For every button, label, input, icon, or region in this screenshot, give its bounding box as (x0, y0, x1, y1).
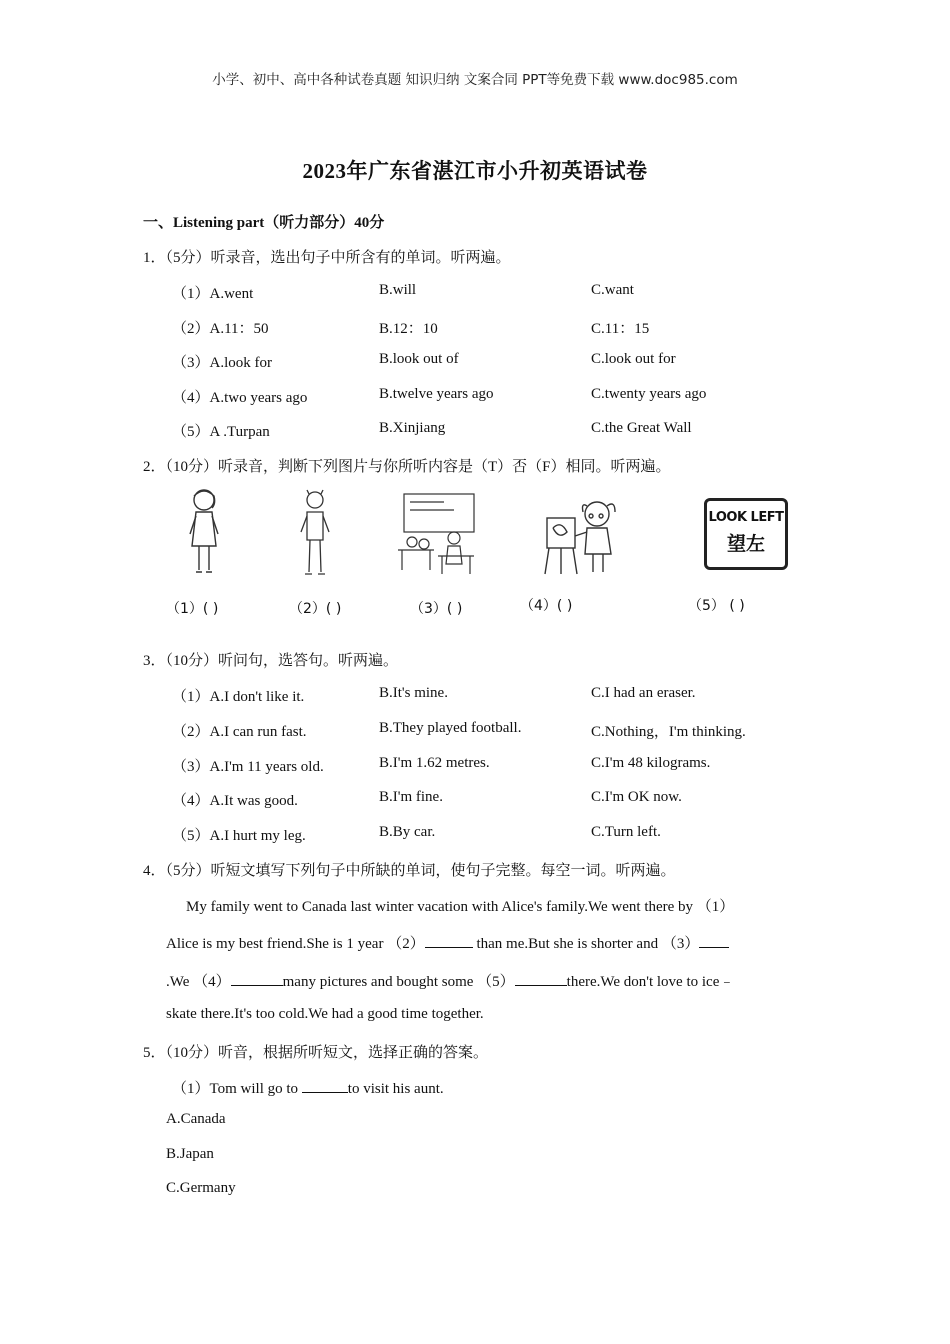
option-a: （3）A.I'm 11 years old. (172, 759, 324, 775)
sign-text-chinese: 望左 (726, 533, 765, 555)
option-c: C.the Great Wall (591, 420, 692, 436)
picture-label-4: （4）( ) (520, 598, 573, 614)
picture-look-left-sign (704, 498, 788, 570)
picture-girl-painting (541, 494, 627, 578)
sub-question-text: （1）Tom will go to (172, 1081, 302, 1097)
picture-label-3: （3）( ) (410, 601, 463, 617)
option-a: （5）A.I hurt my leg. (172, 828, 306, 844)
answer-blank-2[interactable] (425, 933, 473, 948)
question-3-row (0, 789, 950, 811)
passage-text: many pictures and bought some （5） (282, 974, 515, 990)
option-b: B.Xinjiang (379, 420, 446, 436)
option-c: C.I had an eraser. (591, 685, 696, 701)
option-a: （1）A.I don't like it. (172, 689, 305, 705)
option-a: （2）A.I can run fast. (172, 724, 307, 740)
question-3-heading: 3．（10分）听问句，选答句。听两遍。 (143, 653, 399, 669)
question-4-heading: 4．（5分）听短文填写下列句子中所缺的单词，使句子完整。每空一词。听两遍。 (143, 863, 676, 879)
question-5-heading: 5．（10分）听音，根据所听短文，选择正确的答案。 (143, 1045, 489, 1061)
passage-line-4: skate there.It's too cold.We had a good time together. (166, 1006, 484, 1022)
page-title: 2023年广东省湛江市小升初英语试卷 (302, 159, 648, 183)
option-c: C.look out for (591, 351, 676, 367)
answer-blank[interactable] (302, 1078, 348, 1093)
option-c: C.Nothing，I'm thinking. (591, 724, 746, 740)
option-b: B.will (379, 282, 417, 298)
question-2-heading: 2．（10分）听录音，判断下列图片与你所听内容是（T）否（F）相同。听两遍。 (143, 459, 671, 475)
passage-line-1: My family went to Canada last winter vacation with Alice's family.We went there by （1） (186, 899, 735, 915)
question-1-row (0, 351, 950, 373)
option-b: B.Japan (166, 1146, 214, 1162)
answer-blank-5[interactable] (515, 971, 567, 986)
option-c: C.I'm OK now. (591, 789, 682, 805)
picture-boy-standing (297, 488, 333, 580)
option-a: A.Canada (166, 1111, 226, 1127)
option-c: C.Germany (166, 1180, 236, 1196)
section-heading-listening: 一、Listening part（听力部分）40分 (143, 215, 385, 231)
answer-blank-4[interactable] (231, 971, 283, 986)
question-1-row (0, 282, 950, 304)
option-c: C.I'm 48 kilograms. (591, 755, 711, 771)
question-3-row (0, 824, 950, 846)
passage-text: Alice is my best friend.She is 1 year （2） (166, 936, 425, 952)
option-c: C.11：15 (591, 321, 650, 337)
option-a: （4）A.two years ago (172, 390, 308, 406)
question-3-row (0, 685, 950, 707)
option-c: C.want (591, 282, 634, 298)
passage-text: than me.But she is shorter and （3） (472, 936, 700, 952)
option-b: B.look out of (379, 351, 459, 367)
option-b: B.I'm 1.62 metres. (379, 755, 490, 771)
picture-classroom (394, 490, 480, 578)
passage-text: there.We don't love to ice﹣ (566, 974, 735, 990)
option-b: B.They played football. (379, 720, 522, 736)
passage-line-2 (166, 932, 729, 953)
passage-text: .We （4） (166, 974, 231, 990)
option-b: B.I'm fine. (379, 789, 443, 805)
question-1-heading: 1．（5分）听录音，选出句子中所含有的单词。听两遍。 (143, 250, 511, 266)
option-b: B.12：10 (379, 321, 438, 337)
question-1-row (0, 386, 950, 408)
option-a: （2）A.11：50 (172, 321, 269, 337)
picture-girl-standing (184, 486, 224, 578)
question-3-row (0, 755, 950, 777)
passage-line-3 (166, 970, 734, 991)
option-b: B.twelve years ago (379, 386, 494, 402)
question-3-row (0, 720, 950, 742)
option-b: B.It's mine. (379, 685, 448, 701)
option-c: C.Turn left. (591, 824, 661, 840)
option-a: （4）A.It was good. (172, 793, 298, 809)
question-1-row (0, 317, 950, 339)
sub-question-text: to visit his aunt. (347, 1081, 444, 1097)
picture-label-2: （2）( ) (289, 601, 342, 617)
picture-label-1: （1）( ) (166, 601, 219, 617)
option-a: （5）A .Turpan (172, 424, 270, 440)
option-c: C.twenty years ago (591, 386, 707, 402)
option-a: （3）A.look for (172, 355, 272, 371)
question-5-sub-1 (172, 1077, 444, 1098)
option-b: B.By car. (379, 824, 436, 840)
option-a: （1）A.went (172, 286, 254, 302)
page-header: 小学、初中、高中各种试卷真题 知识归纳 文案合同 PPT等免费下载 www.doc985.com (212, 72, 738, 88)
sign-text-english: LOOK LEFT (708, 510, 784, 525)
question-1-row (0, 420, 950, 442)
picture-label-5: （5） ( ) (688, 598, 745, 614)
answer-blank-3[interactable] (699, 933, 729, 948)
